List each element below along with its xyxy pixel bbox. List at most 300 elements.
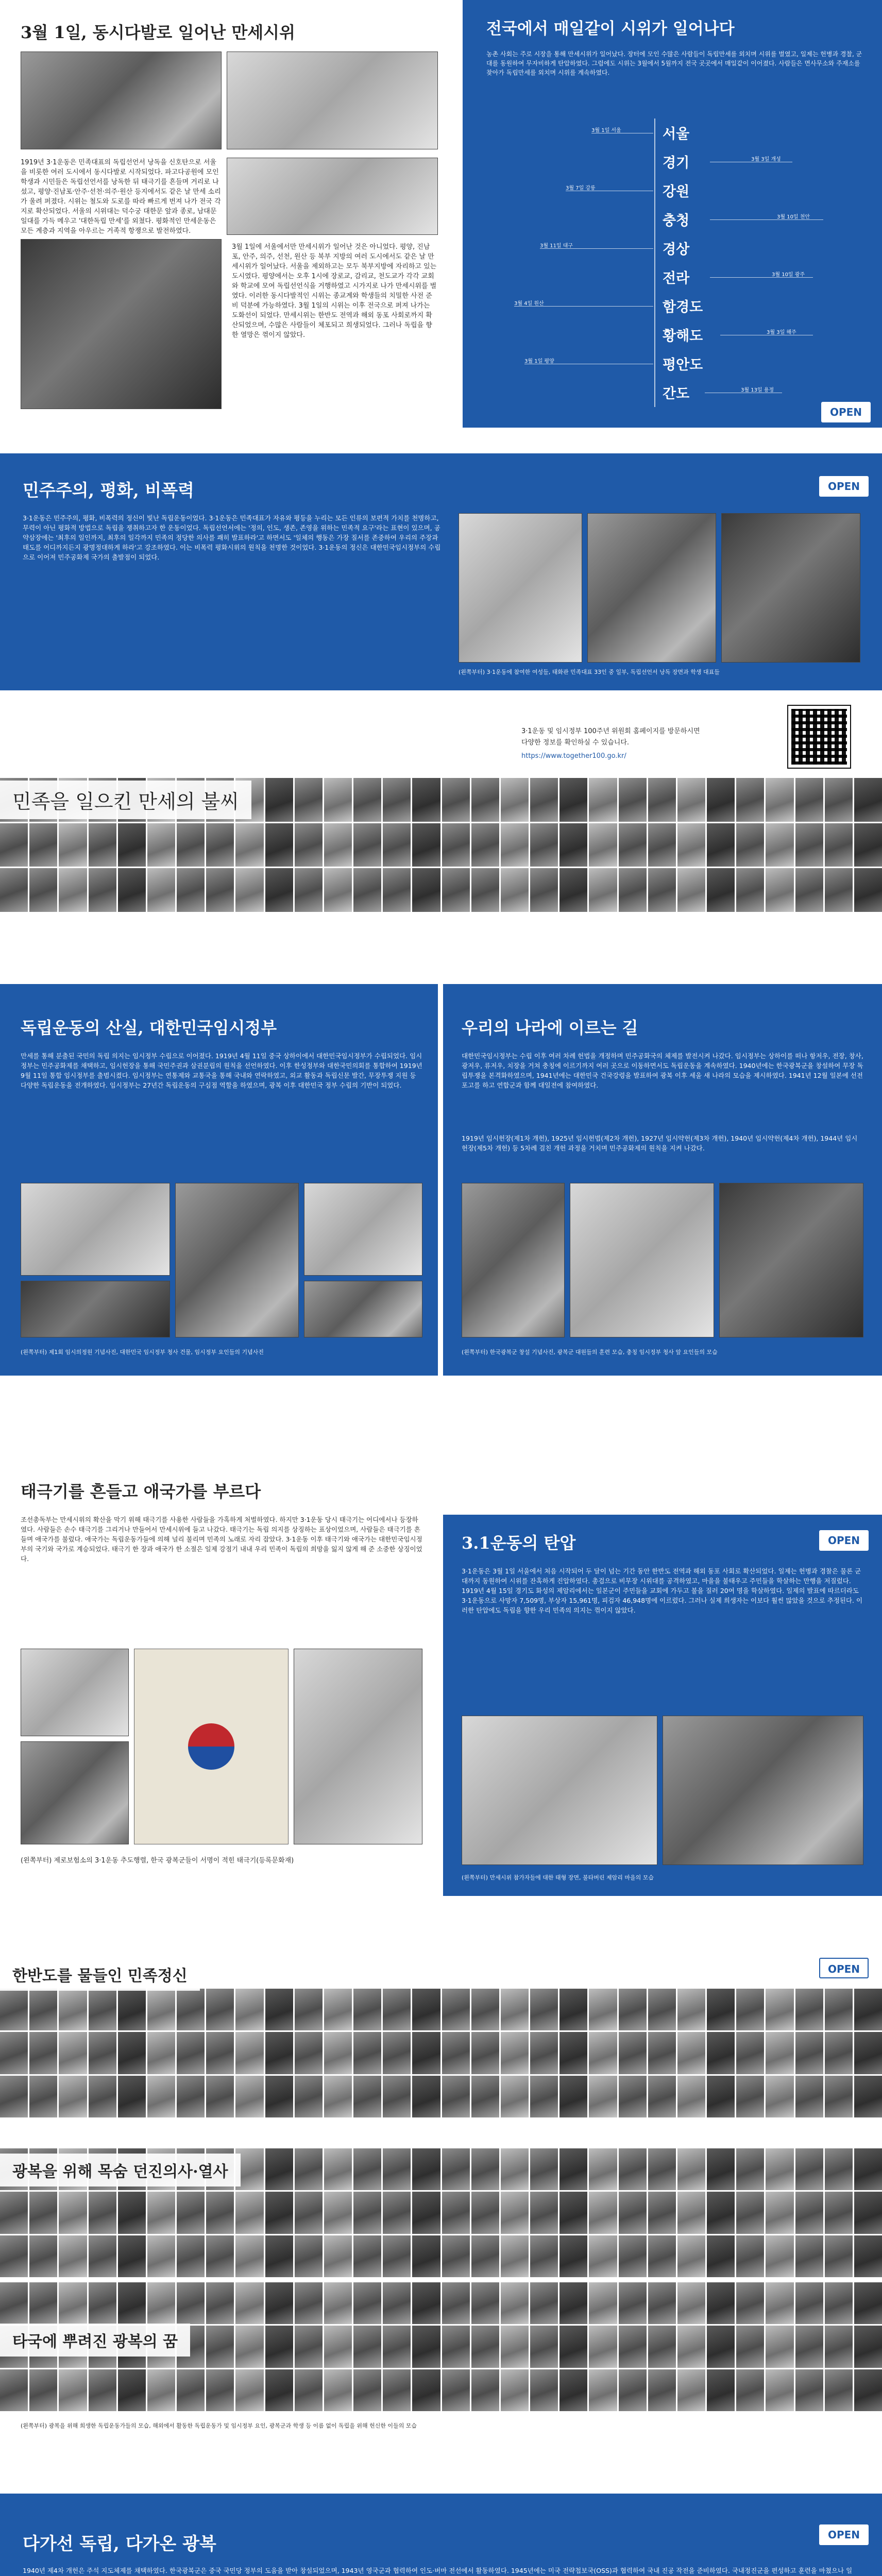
portrait-photo <box>501 2235 529 2277</box>
portrait-photo <box>29 2235 57 2277</box>
portrait-photo <box>89 2235 116 2277</box>
portrait-photo <box>648 2148 676 2190</box>
portrait-photo <box>442 2032 470 2074</box>
photo-caption: (왼쪽부터) 광복을 위해 희생한 독립운동가들의 모습, 해외에서 활동한 독립운동가 및 임시정부 요인, 광복군과 학생 등 이름 없이 독립을 위해 헌신한 이들의 모습 <box>21 2422 417 2429</box>
portrait-photo <box>677 2032 705 2074</box>
portrait-photo <box>235 2282 263 2324</box>
portrait-photo <box>530 2032 558 2074</box>
portrait-photo <box>854 823 882 867</box>
tick-label: 3월 3일 해주 <box>767 330 796 335</box>
portrait-photo <box>383 2076 411 2117</box>
portrait-photo <box>442 2369 470 2411</box>
portrait-photo <box>206 2032 234 2074</box>
portrait-photo <box>324 2032 352 2074</box>
portrait-photo <box>295 2326 323 2367</box>
photo-caption: (왼쪽부터) 한국광복군 창설 기념사진, 광복군 대원들의 훈련 모습, 충칭 임시정부 청사 앞 요인들의 모습 <box>462 1349 718 1355</box>
portrait-photo <box>412 823 440 867</box>
portrait-photo <box>589 2282 617 2324</box>
portrait-photo <box>412 778 440 822</box>
portrait-photo <box>559 2369 587 2411</box>
portrait-photo <box>177 2192 205 2233</box>
tick-label: 3월 3일 개성 <box>751 157 781 162</box>
portrait-photo <box>29 2192 57 2233</box>
portrait-photo <box>825 823 853 867</box>
portrait-photo <box>589 2032 617 2074</box>
portrait-photo <box>707 1989 735 2030</box>
portrait-photo <box>89 2282 116 2324</box>
portrait-photo <box>707 2369 735 2411</box>
portrait-photo <box>383 868 411 912</box>
photo-procession <box>21 1741 129 1844</box>
portrait-photo <box>324 2282 352 2324</box>
portrait-photo <box>295 2282 323 2324</box>
portrait-photo <box>177 2032 205 2074</box>
portrait-photo <box>677 2326 705 2367</box>
portrait-photo <box>147 2032 175 2074</box>
portrait-photo <box>265 2369 293 2411</box>
portrait-photo <box>559 2192 587 2233</box>
portrait-photo <box>825 2282 853 2324</box>
banner-title: 광복을 위해 목숨 던진의사·열사 <box>0 2154 241 2187</box>
portrait-photo <box>206 1989 234 2030</box>
photo-street-march <box>227 52 438 149</box>
portrait-photo <box>383 2148 411 2190</box>
portrait-photo <box>147 1989 175 2030</box>
photo-army-founding <box>462 1183 565 1337</box>
open-logo-badge: OPEN <box>819 1530 869 1551</box>
portrait-photo <box>825 2369 853 2411</box>
portrait-photo <box>795 1989 823 2030</box>
portrait-photo <box>29 823 57 867</box>
portrait-photo <box>235 2235 263 2277</box>
portrait-photo <box>353 2369 381 2411</box>
portrait-photo <box>89 868 116 912</box>
open-logo-badge: OPEN <box>819 2524 869 2545</box>
portrait-photo <box>501 2032 529 2074</box>
portrait-photo <box>118 823 146 867</box>
portrait-photo <box>353 823 381 867</box>
portrait-photo <box>795 823 823 867</box>
section-title: 3월 1일, 동시다발로 일어난 만세시위 <box>21 23 296 42</box>
portrait-photo <box>501 1989 529 2030</box>
portrait-photo <box>795 2148 823 2190</box>
portrait-photo <box>825 2192 853 2233</box>
portrait-photo <box>854 2076 882 2117</box>
tick-label: 3월 1일 평양 <box>524 359 554 364</box>
portrait-photo <box>265 2076 293 2117</box>
portrait-photo <box>854 2235 882 2277</box>
portrait-photo <box>707 868 735 912</box>
portrait-photo <box>265 778 293 822</box>
portrait-photo <box>795 868 823 912</box>
portrait-photo <box>589 868 617 912</box>
portrait-photo <box>825 2326 853 2367</box>
portrait-photo <box>295 868 323 912</box>
portrait-photo <box>89 2192 116 2233</box>
portrait-strip <box>0 1989 882 2117</box>
portrait-photo <box>795 2032 823 2074</box>
portrait-photo <box>412 2369 440 2411</box>
qr-info-block <box>0 690 882 778</box>
portrait-photo <box>412 2032 440 2074</box>
portrait-photo <box>206 868 234 912</box>
portrait-photo <box>501 2369 529 2411</box>
photo-officials-seated <box>21 1281 170 1337</box>
portrait-photo <box>795 2326 823 2367</box>
portrait-photo <box>412 2235 440 2277</box>
portrait-photo <box>501 2192 529 2233</box>
portrait-photo <box>265 2148 293 2190</box>
portrait-photo <box>324 868 352 912</box>
portrait-photo <box>177 823 205 867</box>
portrait-photo <box>324 2235 352 2277</box>
portrait-photo <box>265 823 293 867</box>
portrait-photo <box>0 2282 28 2324</box>
portrait-photo <box>412 2326 440 2367</box>
portrait-photo <box>854 868 882 912</box>
portrait-photo <box>383 2192 411 2233</box>
portrait-photo <box>619 868 647 912</box>
portrait-photo <box>59 2282 87 2324</box>
portrait-photo <box>825 868 853 912</box>
portrait-photo <box>59 823 87 867</box>
portrait-photo <box>235 2369 263 2411</box>
portrait-photo <box>147 868 175 912</box>
section-body: 3·1운동은 3월 1일 서울에서 처음 시작되어 두 달이 넘는 기간 동안 한반도 전역과 해외 동포 사회로 확산되었다. 일제는 헌병과 경찰은 물론 군대까지 동원하여 시위를 잔혹하게 진압하였다. 총검으로 비무장 시위대를 공격하였고, 마을을 불태우고 주민들을 학살하는 만행을 저질렀다. 1919년 4월 15일 경기도 화성의 제암리에서는 일본군이 주민들을 교회에 가두고 불을 질러 20여 명을 학살하였다. 일제의 발표에 따르더라도 3·1운동으로 사망자 7,509명, 부상자 15,961명, 피검자 46,948명에 이르렀다. 그러나 실제 희생자는 이보다 훨씬 많았을 것으로 추정된다. 이러한 탄압에도 독립을 향한 우리 민족의 의지는 꺾이지 않았다. <box>462 1567 863 1614</box>
portrait-photo <box>0 2192 28 2233</box>
portrait-photo <box>59 2235 87 2277</box>
portrait-photo <box>501 778 529 822</box>
portrait-photo <box>118 2282 146 2324</box>
portrait-photo <box>59 2076 87 2117</box>
portrait-photo <box>412 868 440 912</box>
portrait-photo <box>736 2192 764 2233</box>
portrait-photo <box>854 2282 882 2324</box>
portrait-photo <box>854 2326 882 2367</box>
portrait-photo <box>589 778 617 822</box>
portrait-photo <box>235 823 263 867</box>
portrait-photo <box>707 2192 735 2233</box>
portrait-photo <box>206 2192 234 2233</box>
portrait-photo <box>736 868 764 912</box>
portrait-photo <box>265 2282 293 2324</box>
portrait-photo <box>324 2076 352 2117</box>
taegeuk-icon <box>188 1723 234 1770</box>
portrait-photo <box>619 1989 647 2030</box>
portrait-photo <box>118 2032 146 2074</box>
section-march-first <box>0 0 463 428</box>
portrait-photo <box>147 2282 175 2324</box>
portrait-photo <box>648 2192 676 2233</box>
portrait-photo <box>471 2192 499 2233</box>
section-body: 대한민국임시정부는 수립 이후 여러 차례 헌법을 개정하며 민주공화국의 체제를 발전시켜 나갔다. 임시정부는 상하이를 떠나 항저우, 전장, 창사, 광저우, 류저우, 치장을 거쳐 충칭에 이르기까지 여러 곳으로 이동하면서도 독립운동을 계속하였다. 1940년에는 한국광복군을 창설하여 무장 독립투쟁을 본격화하였으며, 1941년에는 대한민국 건국강령을 발표하여 광복 이후 세울 새 나라의 모습을 제시하였다. 1941년 12월 일본에 선전포고를 하고 연합군과 함께 대일전에 참여하였다. <box>462 1052 863 1089</box>
portrait-photo <box>59 1989 87 2030</box>
portrait-photo <box>89 2076 116 2117</box>
portrait-photo <box>559 2076 587 2117</box>
portrait-photo <box>29 1989 57 2030</box>
portrait-photo <box>177 2369 205 2411</box>
portrait-photo <box>118 868 146 912</box>
region-hamgyeong: 함경도 <box>663 299 703 315</box>
portrait-photo <box>118 2369 146 2411</box>
portrait-photo <box>619 2148 647 2190</box>
portrait-photo <box>530 823 558 867</box>
portrait-photo <box>648 2235 676 2277</box>
portrait-photo <box>353 2192 381 2233</box>
portrait-photo <box>648 1989 676 2030</box>
portrait-photo <box>559 823 587 867</box>
portrait-photo <box>147 823 175 867</box>
portrait-photo <box>177 1989 205 2030</box>
section-title: 3.1운동의 탄압 <box>462 1533 576 1553</box>
portrait-photo <box>353 868 381 912</box>
portrait-photo <box>295 2032 323 2074</box>
section-independence <box>0 2494 882 2576</box>
portrait-photo <box>736 778 764 822</box>
portrait-photo <box>707 778 735 822</box>
portrait-photo <box>648 868 676 912</box>
section-nationwide <box>463 0 882 428</box>
portrait-photo <box>324 2369 352 2411</box>
portrait-photo <box>412 2148 440 2190</box>
portrait-photo <box>559 2282 587 2324</box>
region-gyeongsang: 경상 <box>663 242 690 258</box>
portrait-photo <box>825 778 853 822</box>
portrait-photo <box>707 2032 735 2074</box>
portrait-photo <box>677 2282 705 2324</box>
region-hwanghae: 황해도 <box>663 328 703 344</box>
portrait-photo <box>795 778 823 822</box>
portrait-photo <box>766 2326 793 2367</box>
portrait-photo <box>677 2076 705 2117</box>
section-suppression <box>443 1515 882 1896</box>
photo-protesters <box>21 239 222 409</box>
portrait-photo <box>324 778 352 822</box>
portrait-photo <box>766 2076 793 2117</box>
portrait-photo <box>589 2369 617 2411</box>
photo-caption: (왼쪽부터) 제로보험소의 3·1운동 추도행렬, 한국 광복군들이 서명이 적힌 태극기(등록문화재) <box>21 1857 294 1865</box>
photo-portraits-men <box>721 513 860 663</box>
portrait-photo <box>295 823 323 867</box>
region-gando: 간도 <box>663 386 690 402</box>
banner-title: 타국에 뿌려진 광복의 꿈 <box>0 2324 190 2357</box>
qr-info-line-2: 다양한 정보를 확인하실 수 있습니다. <box>521 739 630 747</box>
portrait-photo <box>795 2235 823 2277</box>
portrait-photo <box>589 2148 617 2190</box>
tick-label: 3월 10일 광주 <box>772 272 805 278</box>
portrait-photo <box>324 2192 352 2233</box>
portrait-photo <box>383 2235 411 2277</box>
portrait-photo <box>235 1989 263 2030</box>
portrait-photo <box>559 778 587 822</box>
portrait-photo <box>0 2369 28 2411</box>
portrait-photo <box>353 2235 381 2277</box>
open-logo-badge: OPEN <box>819 1958 869 1978</box>
portrait-photo <box>825 2148 853 2190</box>
portrait-photo <box>59 2192 87 2233</box>
portrait-photo <box>147 2192 175 2233</box>
portrait-photo <box>147 2235 175 2277</box>
portrait-photo <box>265 2235 293 2277</box>
portrait-photo <box>383 823 411 867</box>
tick-label: 3월 11일 대구 <box>540 243 573 249</box>
portrait-photo <box>677 2369 705 2411</box>
portrait-photo <box>118 2192 146 2233</box>
photo-ruins <box>719 1183 863 1337</box>
portrait-photo <box>295 2369 323 2411</box>
portrait-photo <box>471 2369 499 2411</box>
portrait-photo <box>707 2235 735 2277</box>
portrait-photo <box>530 2326 558 2367</box>
portrait-photo <box>206 2326 234 2367</box>
portrait-photo <box>206 2282 234 2324</box>
portrait-photo <box>619 2369 647 2411</box>
portrait-photo <box>442 778 470 822</box>
portrait-photo <box>530 2369 558 2411</box>
portrait-photo <box>295 2148 323 2190</box>
portrait-photo <box>736 2235 764 2277</box>
portrait-photo <box>648 2282 676 2324</box>
portrait-photo <box>118 1989 146 2030</box>
photo-caption: (왼쪽부터) 제1회 임시의정원 기념사진, 대한민국 임시정부 청사 건물, 임시정부 요인들의 기념사진 <box>21 1349 264 1355</box>
region-seoul: 서울 <box>663 126 690 142</box>
portrait-photo <box>501 2148 529 2190</box>
portrait-photo <box>295 778 323 822</box>
portrait-photo <box>471 823 499 867</box>
photo-crowd-square <box>227 158 438 235</box>
portrait-photo <box>442 2326 470 2367</box>
portrait-photo <box>147 2369 175 2411</box>
portrait-photo <box>353 778 381 822</box>
portrait-photo <box>59 868 87 912</box>
photo-ceremony <box>304 1281 422 1337</box>
portrait-photo <box>766 778 793 822</box>
portrait-photo <box>29 868 57 912</box>
tick-label: 3월 1일 서울 <box>591 128 621 133</box>
tick-label: 3월 13일 용정 <box>741 387 774 393</box>
portrait-photo <box>442 2235 470 2277</box>
qr-code[interactable] <box>788 706 850 768</box>
portrait-photo <box>854 2192 882 2233</box>
portrait-photo <box>619 778 647 822</box>
section-democracy <box>0 453 882 690</box>
portrait-photo <box>707 2326 735 2367</box>
portrait-photo <box>353 2032 381 2074</box>
portrait-photo <box>29 2282 57 2324</box>
portrait-photo <box>795 2282 823 2324</box>
portrait-photo <box>177 2282 205 2324</box>
portrait-photo <box>383 2282 411 2324</box>
portrait-photo <box>619 823 647 867</box>
portrait-photo <box>295 2235 323 2277</box>
portrait-photo <box>89 2032 116 2074</box>
portrait-photo <box>677 868 705 912</box>
photo-crowd-gate <box>21 52 222 149</box>
portrait-photo <box>59 2032 87 2074</box>
portrait-photo <box>677 823 705 867</box>
portrait-photo <box>235 2076 263 2117</box>
portrait-photo <box>442 823 470 867</box>
photo-women-group <box>459 513 582 663</box>
portrait-photo <box>265 2326 293 2367</box>
portrait-photo <box>235 2192 263 2233</box>
banner-title: 한반도를 물들인 민족정신 <box>0 1958 200 1991</box>
portrait-photo <box>471 2032 499 2074</box>
portrait-photo <box>589 2326 617 2367</box>
portrait-photo <box>648 2032 676 2074</box>
portrait-photo <box>442 2192 470 2233</box>
portrait-photo <box>766 2192 793 2233</box>
portrait-photo <box>471 2282 499 2324</box>
timeline-axis <box>654 118 655 407</box>
portrait-photo <box>324 2326 352 2367</box>
photo-caption: (왼쪽부터) 3·1운동에 참여한 여성들, 태화관 민족대표 33인 중 일부, 독립선언서 낭독 장면과 학생 대표들 <box>459 669 720 675</box>
portrait-photo <box>29 2369 57 2411</box>
qr-info-url[interactable]: https://www.together100.go.kr/ <box>521 752 626 760</box>
portrait-photo <box>589 1989 617 2030</box>
portrait-photo <box>736 2076 764 2117</box>
tick-label: 3월 10일 천안 <box>777 214 810 220</box>
portrait-photo <box>265 1989 293 2030</box>
section-body: 만세를 통해 분출된 국민의 독립 의지는 임시정부 수립으로 이어졌다. 1919년 4월 11일 중국 상하이에서 대한민국임시정부가 수립되었다. 임시정부는 민주공화제를 채택하고, 임시헌장을 통해 국민주권과 삼권분립의 원칙을 선언하였다. 이후 한성정부와 대한국민의회를 통합하여 1919년 9월 11일 통합 임시정부를 출범시켰다. 임시정부는 연통제와 교통국을 통해 국내와 연락하였고, 외교 활동과 독립신문 발간, 무장투쟁 지원 등 다양한 독립운동을 전개하였다. 임시정부는 27년간 독립운동의 구심점 역할을 하였으며, 광복 이후 대한민국 정부 수립의 기반이 되었다. <box>21 1052 422 1089</box>
portrait-photo <box>265 2032 293 2074</box>
portrait-photo <box>501 2326 529 2367</box>
portrait-photo <box>795 2076 823 2117</box>
portrait-photo <box>766 2148 793 2190</box>
portrait-photo <box>471 2326 499 2367</box>
section-title: 우리의 나라에 이르는 길 <box>462 1018 638 1038</box>
portrait-photo <box>736 2032 764 2074</box>
portrait-photo <box>442 2076 470 2117</box>
region-pyeongan: 평안도 <box>663 357 703 373</box>
section-body: 조선총독부는 만세시위의 확산을 막기 위해 태극기를 사용한 사람들을 가혹하게 처벌하였다. 하지만 3·1운동 당시 태극기는 어디에서나 등장하였다. 사람들은 손수 태극기를 그리거나 만들어서 만세시위에 들고 나갔다. 태극기는 독립 의지를 상징하는 표상이었으며, 사람들은 태극기를 흔들며 애국가를 불렀다. 애국가는 독립운동가들에 의해 널리 불리며 민족의 노래로 자리 잡았다. 3·1운동 이후 태극기와 애국가는 대한민국임시정부의 국기와 국가로 계승되었다. 태극기 한 장과 애국가 한 소절은 일제 강점기 내내 우리 민족이 독립의 희망을 잃지 않게 해 준 소중한 상징이었다. <box>21 1516 422 1563</box>
portrait-photo <box>442 2282 470 2324</box>
portrait-photo <box>118 2235 146 2277</box>
portrait-photo <box>619 2076 647 2117</box>
portrait-photo <box>854 2148 882 2190</box>
section-body: 1940년 제4차 개헌은 주석 지도체제를 채택하였다. 한국광복군은 중국 국민당 정부의 도움을 받아 창설되었으며, 1943년 영국군과 협력하여 인도·버마 전선에서 활동하였다. 1945년에는 미국 전략첩보국(OSS)과 협력하여 국내 진공 작전을 준비하였다. 국내정진군을 편성하고 훈련을 마쳤으나 일 <box>23 2567 853 2574</box>
photo-assembly-group <box>21 1183 170 1276</box>
portrait-photo <box>677 2192 705 2233</box>
portrait-photo <box>854 778 882 822</box>
portrait-photo <box>0 1989 28 2030</box>
portrait-photo <box>177 2235 205 2277</box>
section-taegukgi <box>0 1443 438 1891</box>
portrait-photo <box>0 868 28 912</box>
portrait-photo <box>206 2369 234 2411</box>
open-logo-badge: OPEN <box>821 402 871 422</box>
portrait-photo <box>619 2192 647 2233</box>
portrait-photo <box>295 2192 323 2233</box>
portrait-photo <box>471 2076 499 2117</box>
portrait-photo <box>677 778 705 822</box>
region-gangwon: 강원 <box>663 184 690 200</box>
portrait-photo <box>89 823 116 867</box>
portrait-photo <box>854 2032 882 2074</box>
portrait-photo <box>589 2076 617 2117</box>
photo-government-building <box>175 1183 299 1337</box>
portrait-photo <box>471 2235 499 2277</box>
portrait-photo <box>235 868 263 912</box>
qr-info-line-1: 3·1운동 및 임시정부 100주년 위원회 홈페이지를 방문하시면 <box>521 727 700 735</box>
photo-officials-group <box>304 1183 422 1276</box>
portrait-photo <box>825 2032 853 2074</box>
portrait-photo <box>295 1989 323 2030</box>
portrait-photo <box>530 2076 558 2117</box>
portrait-photo <box>589 2192 617 2233</box>
portrait-photo <box>530 2282 558 2324</box>
portrait-photo <box>412 2076 440 2117</box>
